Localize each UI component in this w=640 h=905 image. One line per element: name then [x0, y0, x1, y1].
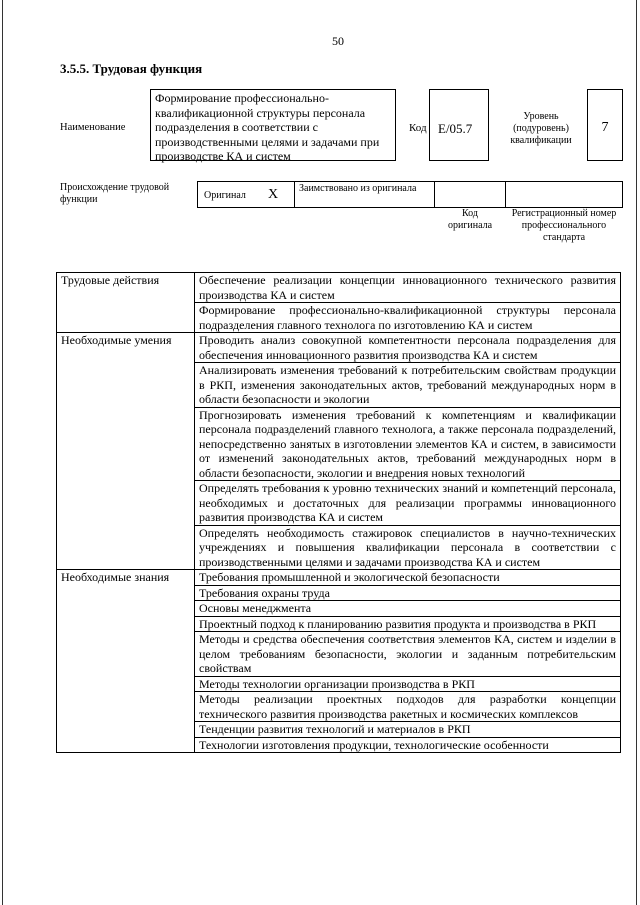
table-row [57, 273, 621, 303]
origin-code-cell [434, 181, 506, 208]
table-item: Анализировать изменения требований к потребительским свойствам продукции в РКП, изменения законодательных актов, требований международных норм в области безопасности и экологии [195, 363, 621, 408]
level-label: Уровень (подуровень) квалификации [510, 111, 572, 146]
table-item: Тенденции развития технологий и материалов в РКП [195, 722, 621, 738]
section-label-knowledge: Необходимые знания [57, 570, 195, 753]
table-row [57, 333, 621, 363]
competency-table [56, 272, 621, 753]
table-item: Требования промышленной и экологической безопасности [195, 570, 621, 586]
name-value-box [150, 89, 396, 161]
name-label: Наименование [60, 122, 126, 133]
borrowed-label: Заимствовано из оригинала [299, 183, 417, 194]
table-item: Проводить анализ совокупной компетентности персонала подразделения для обеспечения инновационного развития производства КА и систем [195, 333, 621, 363]
table-item: Обеспечение реализации концепции инновационного технического развития производства КА и систем [195, 273, 621, 303]
table-row [57, 570, 621, 586]
origin-reg-cell [505, 181, 623, 208]
table-item: Методы технологии организации производства в РКП [195, 676, 621, 692]
table-item: Основы менеджмента [195, 601, 621, 617]
origin-label: Происхождение трудовой функции [60, 182, 170, 205]
table-item: Требования охраны труда [195, 585, 621, 601]
level-value: 7 [601, 120, 609, 135]
origin-code-caption: Код оригинала [447, 208, 493, 231]
table-item: Определять необходимость стажировок специалистов в научно-технических учреждениях и повышения квалификации персонала в соответствии с производственными целями и задачами производства КА и систем [195, 525, 621, 570]
origin-original-cell [197, 181, 295, 208]
code-value-box [429, 89, 489, 161]
section-label-skills: Необходимые умения [57, 333, 195, 570]
page-number: 50 [332, 34, 344, 48]
origin-borrowed-cell [294, 181, 435, 208]
section-label-actions: Трудовые действия [57, 273, 195, 333]
section-title: 3.5.5. Трудовая функция [60, 61, 203, 76]
level-value-box [587, 89, 623, 161]
origin-reg-caption: Регистрационный номер профессионального стандарта [511, 208, 617, 243]
table-item: Методы и средства обеспечения соответствия элементов КА, систем и изделии в целом требованиям безопасности, экологии и заданным потребительским свойствам [195, 632, 621, 677]
original-label: Оригинал [204, 190, 246, 201]
table-item: Методы реализации проектных подходов для разработки концепции технического развития производства ракетных и космических комплексов [195, 692, 621, 722]
table-item: Формирование профессионально-квалификационной структуры персонала подразделения главного технолога по изготовлению КА и систем [195, 303, 621, 333]
page-right-edge [636, 0, 637, 905]
code-label: Код [409, 122, 427, 134]
page-left-edge [2, 0, 3, 905]
original-mark: X [268, 187, 279, 202]
table-item: Прогнозировать изменения требований к компетенциям и квалификации персонала подразделений главного технолога, а также персонала подразделений, непосредственно занятых в изготовлении элементов КА и систем, в зависимости от изменений законодательных актов, требований международных норм в области безопасности, экологии и внедрения новых технологий [195, 407, 621, 481]
code-value: E/05.7 [438, 121, 473, 136]
name-value: Формирование профессионально-квалификационной структуры персонала подразделения в соответствии с производственными целями и задачами при производстве КА и систем [155, 91, 380, 163]
table-item: Технологии изготовления продукции, технологические особенности [195, 737, 621, 753]
table-item: Проектный подход к планированию развития продукта и производства в РКП [195, 616, 621, 632]
table-item: Определять требования к уровню технических знаний и компетенций персонала, необходимых и достаточных для реализации программы инновационного развития производства КА и систем [195, 481, 621, 526]
